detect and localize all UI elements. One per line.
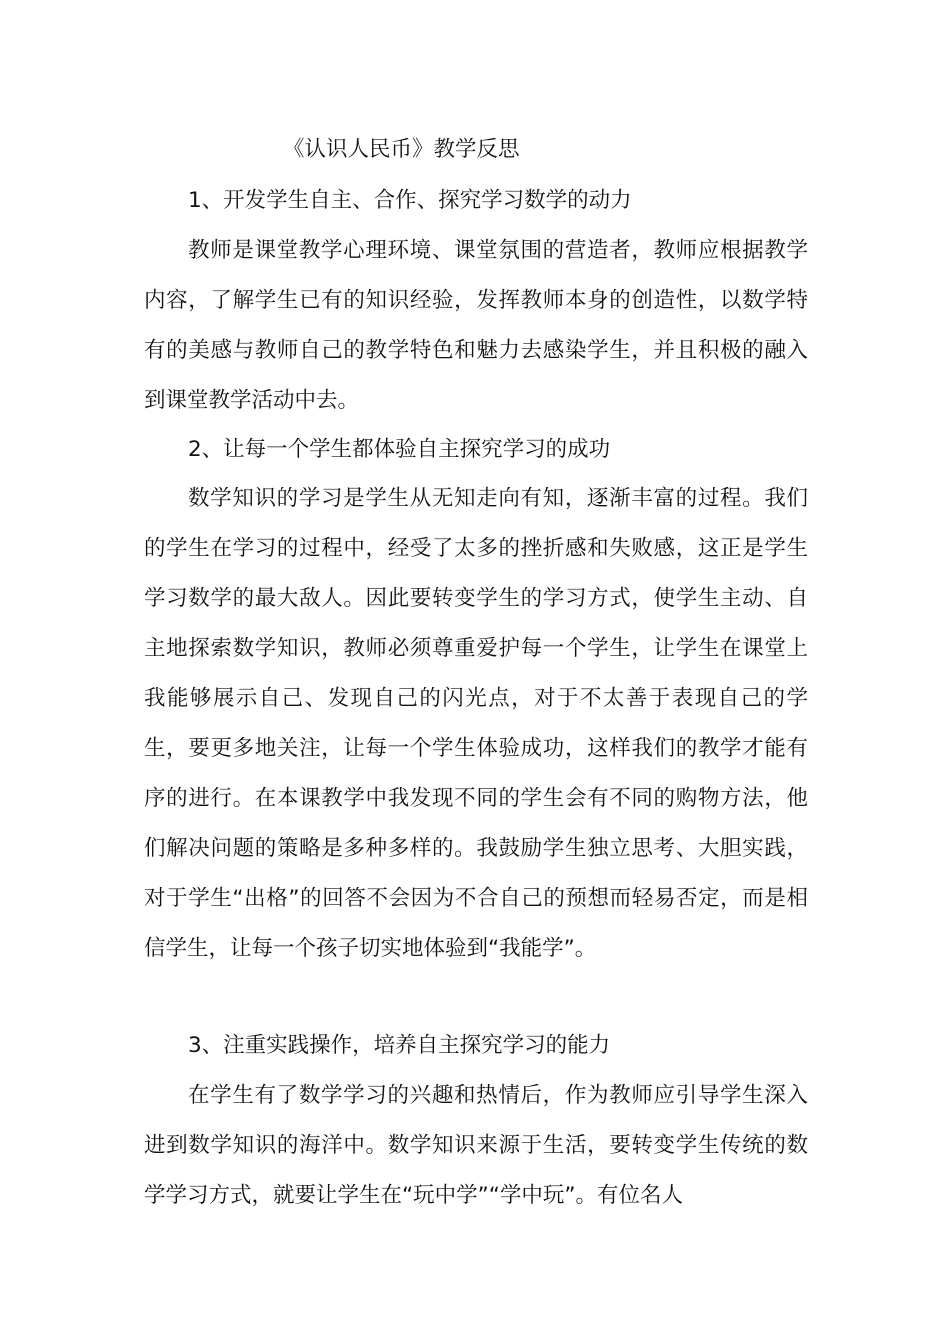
section-paragraph-3: 在学生有了数学学习的兴趣和热情后，作为教师应引导学生深入进到数学知识的海洋中。数学知识来源于生活，要转变学生传统的数学学习方式，就要让学生在“玩中学”“学中玩”。有位名人	[144, 1083, 808, 1208]
section-heading-2: 2、让每一个学生都体验自主探究学习的成功	[188, 437, 611, 462]
section-paragraph-2: 数学知识的学习是学生从无知走向有知，逐渐丰富的过程。我们的学生在学习的过程中，经受了太多的挫折感和失败感，这正是学生学习数学的最大敌人。因此要转变学生的学习方式，使学生主动、自主地探索数学知识，教师必须尊重爱护每一个学生，让学生在课堂上我能够展示自己、发现自己的闪光点，对于不太善于表现自己的学生，要更多地关注，让每一个学生体验成功，这样我们的教学才能有序的进行。在本课教学中我发现不同的学生会有不同的购物方法，他们解决问题的策略是多种多样的。我鼓励学生独立思考、大胆实践，对于学生“出格”的回答不会因为不合自己的预想而轻易否定，而是相信学生，让每一个孩子切实地体验到“我能学”。	[144, 486, 808, 961]
section-heading-3: 3、注重实践操作，培养自主探究学习的能力	[188, 1033, 611, 1058]
section-heading-1: 1、开发学生自主、合作、探究学习数学的动力	[188, 188, 632, 213]
document-title: 《认识人民币》教学反思	[283, 137, 520, 162]
section-paragraph-1: 教师是课堂教学心理环境、课堂氛围的营造者，教师应根据教学内容，了解学生已有的知识经验，发挥教师本身的创造性，以数学特有的美感与教师自己的教学特色和魅力去感染学生，并且积极的融入到课堂教学活动中去。	[144, 238, 808, 413]
